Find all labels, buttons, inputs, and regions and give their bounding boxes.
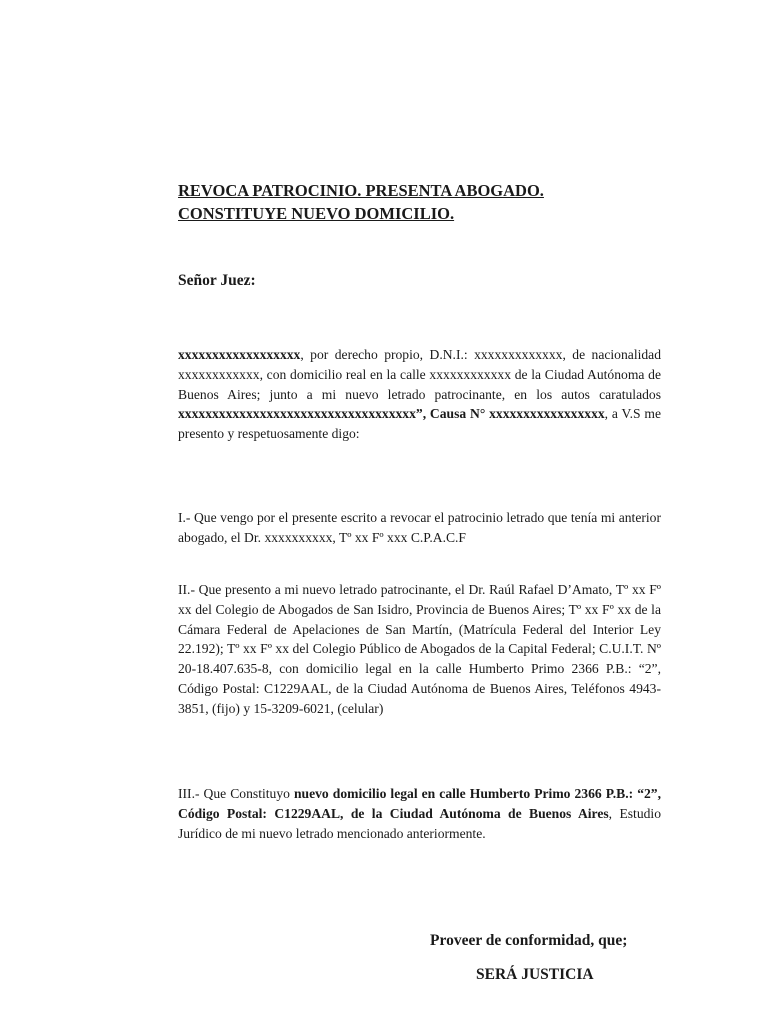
point-one-paragraph: I.- Que vengo por el presente escrito a revocar el patrocinio letrado que tenía mi anterior abogado, el Dr. xxxxxxxxxx, Tº xx Fº xxx C.P.A.C.F (178, 510, 661, 545)
point-three-text-2: , Estudio Jurídico de mi nuevo letrado mencionado anteriormente. (178, 805, 661, 841)
document-title (178, 179, 544, 225)
intro-paragraph (178, 345, 661, 444)
point-three-paragraph (178, 784, 661, 843)
title-line-1: REVOCA PATROCINIO. PRESENTA ABOGADO. (178, 181, 544, 200)
case-caption: xxxxxxxxxxxxxxxxxxxxxxxxxxxxxxxxxxx”, Causa N° xxxxxxxxxxxxxxxxx (178, 406, 605, 422)
petitioner-name: xxxxxxxxxxxxxxxxxx (178, 347, 301, 362)
point-three-text-1: III.- Que Constituyo (178, 786, 294, 801)
closing-justice: SERÁ JUSTICIA (476, 966, 594, 983)
closing-request: Proveer de conformidad, que; (430, 932, 628, 949)
title-line-2: CONSTITUYE NUEVO DOMICILIO. (178, 204, 455, 223)
new-legal-address: nuevo domicilio legal en calle Humberto Primo 2366 P.B.: “2”, Código Postal: C1229AAL, de la Ciudad Autónoma de Buenos Aires (178, 786, 661, 821)
intro-text-2: , a V.S me presento y respetuosamente digo: (178, 406, 662, 442)
salutation: Señor Juez: (178, 272, 256, 289)
point-two-paragraph: II.- Que presento a mi nuevo letrado patrocinante, el Dr. Raúl Rafael D’Amato, Tº xx Fº xx del Colegio de Abogados de San Isidro, Provincia de Buenos Aires; Tº xx Fº xx de la Cámara Federal de Apelaciones de San Martín, (Matrícula Federal del Interior Ley 22.192); Tº xx Fº xx del Colegio Público de Abogados de la Capital Federal; C.U.I.T. Nº 20-18.407.635-8, con domicilio legal en la calle Humberto Primo 2366 P.B.: “2”, Código Postal: C1229AAL, de la Ciudad Autónoma de Buenos Aires, Teléfonos 4943-3851, (fijo) y 15-3209-6021, (celular) (178, 582, 661, 716)
intro-text-1: , por derecho propio, D.N.I.: xxxxxxxxxxxxx, de nacionalidad xxxxxxxxxxxx, con domicilio real en la calle xxxxxxxxxxxx de la Ciudad Autónoma de Buenos Aires; junto a mi nuevo letrado patrocinante, en los autos caratulados (178, 347, 661, 402)
